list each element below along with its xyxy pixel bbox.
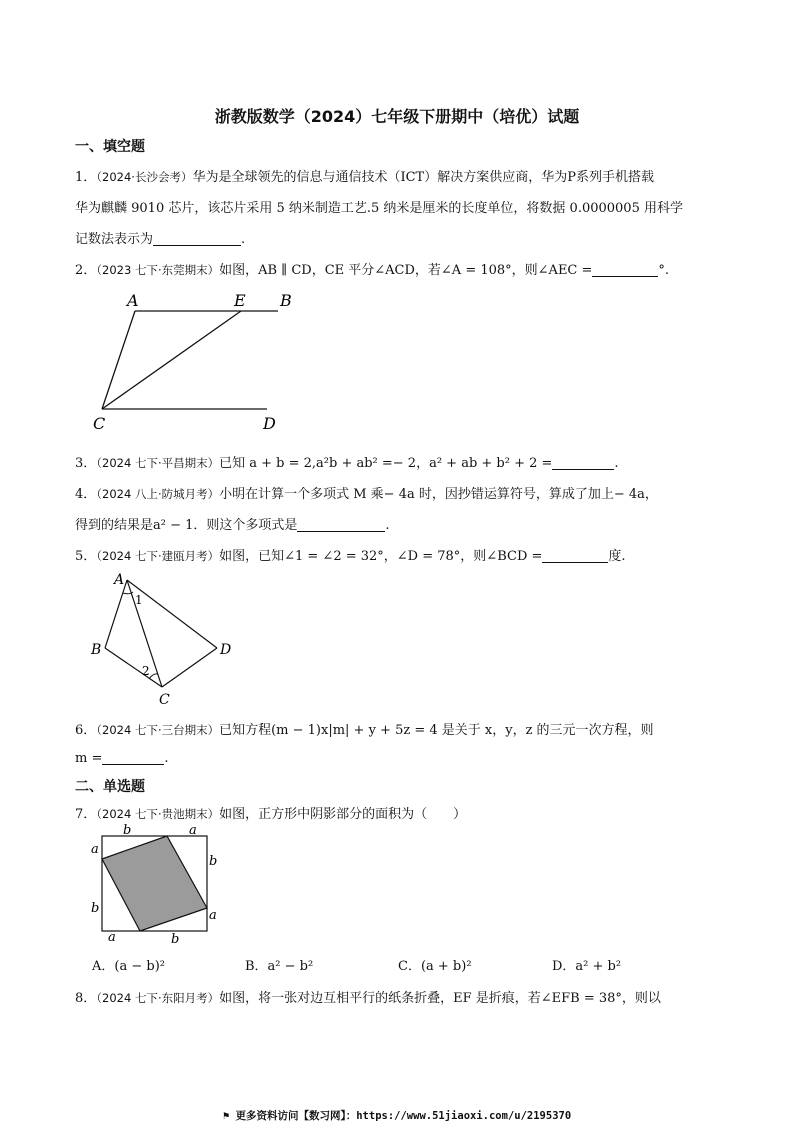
- q5-label-d: D: [220, 642, 232, 658]
- q7-label-top-b: b: [123, 823, 132, 838]
- q1-period: .: [241, 232, 246, 247]
- q5-label-angle1: 1: [135, 593, 143, 607]
- q7-label-right-b: b: [209, 854, 218, 869]
- q7-option-b[interactable]: B．a² − b²: [245, 959, 314, 974]
- q5-label-angle2: 2: [142, 664, 150, 678]
- q4-tail: .: [385, 518, 390, 533]
- q5-figure: [85, 568, 245, 710]
- q1-number: 1．: [75, 170, 97, 185]
- q3-answer-blank[interactable]: [552, 455, 614, 470]
- q1-line2: 华为麒麟 9010 芯片，该芯片采用 5 纳米制造工艺.5 纳米是厘米的长度单位，将数据 0.0000005 用科学: [75, 201, 683, 216]
- q5-text: 如图，已知∠1 = ∠2 = 32°，∠D = 78°，则∠BCD =: [219, 549, 543, 564]
- q6-answer-blank[interactable]: [102, 750, 164, 765]
- q7-option-c[interactable]: C．(a + b)²: [398, 959, 472, 974]
- q5-answer-blank[interactable]: [542, 548, 608, 563]
- q1-line3: [75, 228, 245, 247]
- q2-answer-blank[interactable]: [592, 262, 658, 277]
- q6-tail: .: [164, 751, 169, 766]
- q7-text: 如图，正方形中阴影部分的面积为（ ）: [219, 807, 467, 822]
- q2-number: 2．: [75, 263, 97, 278]
- footer-link[interactable]: 更多资料访问【数习网】：https://www.51jiaoxi.com/u/2195370: [235, 1110, 572, 1122]
- q7-label-bottom-a: a: [108, 930, 116, 945]
- q1-answer-blank[interactable]: [153, 231, 241, 246]
- q8-number: 8．: [75, 991, 97, 1006]
- q2-text: 如图，AB ∥ CD，CE 平分∠ACD，若∠A = 108°，则∠AEC =: [219, 263, 593, 278]
- q2-line-ce: [102, 311, 241, 409]
- q2-tail: °.: [658, 263, 670, 278]
- q2-figure: [85, 285, 305, 435]
- q5-source: （2024 七下·建瓯月考）: [96, 549, 220, 563]
- q2-line: [75, 259, 669, 278]
- q4-text1: 小明在计算一个多项式 M 乘− 4a 时，因抄错运算符号，算成了加上− 4a，: [219, 487, 658, 502]
- section-single-choice: 二、单选题: [75, 779, 145, 795]
- q8-line: [75, 987, 661, 1006]
- q7-label-left-b: b: [91, 901, 100, 916]
- q7-line: [75, 803, 466, 822]
- q6-text2: m =: [75, 751, 103, 766]
- q8-source: （2024 七下·东阳月考）: [96, 991, 220, 1005]
- q8-text: 如图，将一张对边互相平行的纸条折叠，EF 是折痕，若∠EFB = 38°，则以: [219, 991, 661, 1006]
- q5-line-bc: [105, 648, 162, 687]
- q3-number: 3．: [75, 456, 97, 471]
- flag-icon: ⚑: [222, 1110, 236, 1122]
- section-fill-in: 一、填空题: [75, 139, 145, 155]
- q4-line2: [75, 514, 390, 533]
- q6-number: 6．: [75, 723, 97, 738]
- q1-line1: [75, 166, 654, 185]
- q3-text: 已知 a + b = 2,a²b + ab² =− 2，a² + ab + b² + 2 =: [219, 456, 553, 471]
- q7-option-a[interactable]: A．(a − b)²: [92, 959, 165, 974]
- q2-label-e: E: [234, 291, 246, 310]
- q2-line-ac: [102, 311, 135, 409]
- footer: [0, 1108, 794, 1123]
- q5-line-ab: [105, 580, 127, 648]
- q2-label-d: D: [263, 414, 276, 433]
- q5-tail: 度.: [608, 549, 626, 564]
- q6-line2: [75, 750, 169, 766]
- q5-line-ad: [127, 580, 217, 648]
- q4-answer-blank[interactable]: [297, 517, 385, 532]
- q7-figure: [85, 822, 235, 950]
- q5-line-cd: [162, 648, 217, 687]
- q7-shaded-square: [102, 836, 207, 931]
- q4-line1: [75, 483, 658, 502]
- q5-label-b: B: [91, 642, 102, 658]
- q5-label-a: A: [114, 572, 125, 588]
- q4-text2: 得到的结果是a² − 1．则这个多项式是: [75, 518, 298, 533]
- q7-number: 7．: [75, 807, 97, 822]
- q2-source: （2023 七下·东莞期末）: [96, 263, 220, 277]
- q3-tail: .: [614, 456, 619, 471]
- page-title: 浙教版数学（2024）七年级下册期中（培优）试题: [214, 107, 580, 126]
- q6-source: （2024 七下·三台期末）: [96, 723, 220, 737]
- q2-label-a: A: [127, 291, 139, 310]
- q2-label-b: B: [280, 291, 292, 310]
- q6-text1: 已知方程(m − 1)x|m| + y + 5z = 4 是关于 x，y，z 的三元一次方程，则: [219, 723, 654, 738]
- q2-label-c: C: [93, 414, 106, 433]
- q7-option-d[interactable]: D．a² + b²: [552, 959, 622, 974]
- q1-source: （2024·长沙会考）: [96, 170, 193, 184]
- q7-label-bottom-b: b: [171, 932, 180, 947]
- q7-source: （2024 七下·贵池期末）: [96, 807, 220, 821]
- q7-label-top-a: a: [189, 823, 197, 838]
- q7-label-right-a: a: [209, 908, 217, 923]
- q4-source: （2024 八上·防城月考）: [96, 487, 220, 501]
- q3-source: （2024 七下·平昌期末）: [96, 456, 220, 470]
- q5-angle2-arc: [149, 674, 158, 679]
- q1-text1: 华为是全球领先的信息与通信技术（ICT）解决方案供应商，华为P系列手机搭载: [192, 170, 654, 185]
- q7-label-left-a: a: [91, 842, 99, 857]
- q5-line: [75, 545, 626, 564]
- q6-line1: [75, 719, 654, 738]
- q5-number: 5．: [75, 549, 97, 564]
- q1-text3: 记数法表示为: [75, 232, 154, 247]
- q3-line: [75, 452, 619, 471]
- q4-number: 4．: [75, 487, 97, 502]
- q5-label-c: C: [159, 692, 170, 708]
